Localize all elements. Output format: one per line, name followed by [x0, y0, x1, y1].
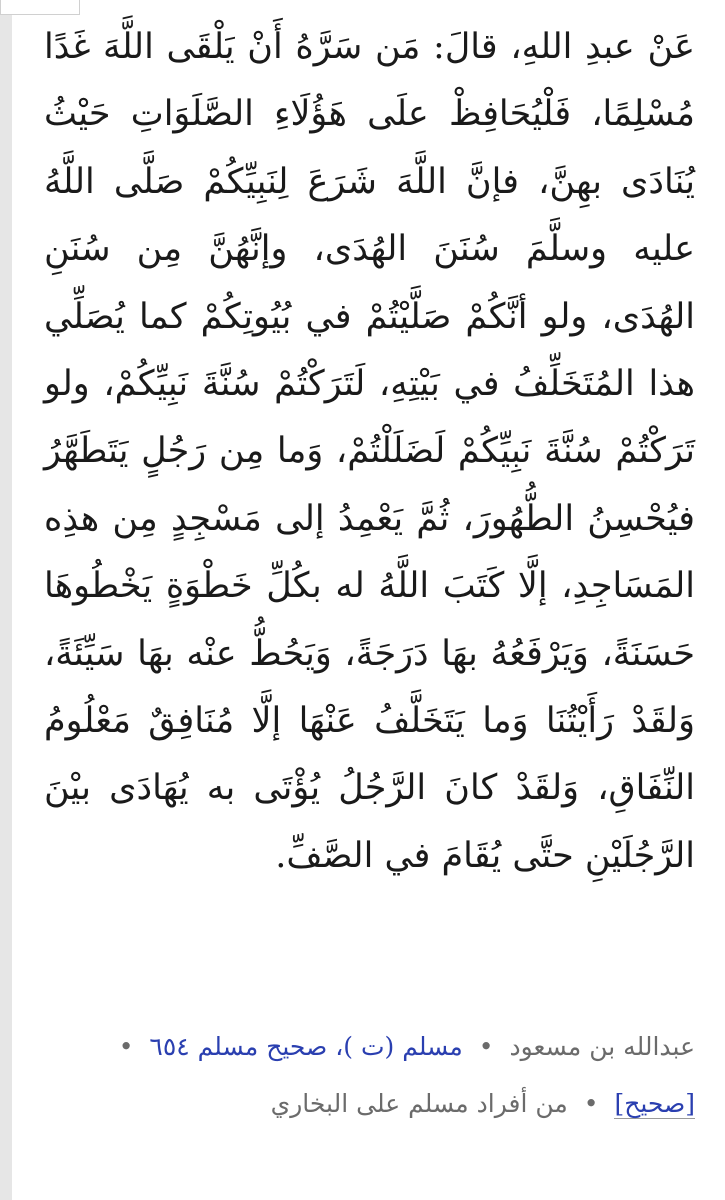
corner-frame — [0, 0, 80, 15]
collection-link[interactable]: مسلم (ت )، صحيح — [266, 1032, 463, 1061]
separator-dot: • — [583, 1089, 599, 1118]
hadith-text: عَنْ عبدِ اللهِ، قالَ: مَن سَرَّهُ أَنْ يَلْقَى اللَّهَ غَدًا مُسْلِمًا، فَلْيُحَافِظْ علَى هَؤُلَاءِ الصَّلَوَاتِ حَيْثُ يُنَادَى بهِنَّ، فإنَّ اللَّهَ شَرَعَ لِنَبِيِّكُمْ صَلَّى اللَّهُ عليه وسلَّمَ سُنَنَ الهُدَى، وإنَّهُنَّ مِن سُنَنِ الهُدَى، ولو أنَّكُمْ صَلَّيْتُمْ في بُيُوتِكُمْ كما يُصَلِّي هذا المُتَخَلِّفُ في بَيْتِهِ، لَتَرَكْتُمْ سُنَّةَ نَبِيِّكُمْ، ولو تَرَكْتُمْ سُنَّةَ نَبِيِّكُمْ لَضَلَلْتُمْ، وَما مِن رَجُلٍ يَتَطَهَّرُ فيُحْسِنُ الطُّهُورَ، ثُمَّ يَعْمِدُ إلى مَسْجِدٍ مِن هذِه المَسَاجِدِ، إلَّا كَتَبَ اللَّهُ له بكُلِّ خَطْوَةٍ يَخْطُوهَا حَسَنَةً، وَيَرْفَعُهُ بهَا دَرَجَةً، وَيَحُطُّ عنْه بهَا سَيِّئَةً، وَلقَدْ رَأَيْتُنَا وَما يَتَخَلَّفُ عَنْهَا إلَّا مُنَافِقٌ مَعْلُومُ النِّفَاقِ، وَلقَدْ كانَ الرَّجُلُ يُؤْتَى به يُهَادَى بيْنَ الرَّجُلَيْنِ حتَّى يُقَامَ في الصَّفِّ. — [44, 27, 695, 876]
narrator-name: عبدالله بن مسعود — [509, 1032, 695, 1061]
book-number-link[interactable]: مسلم ٦٥٤ — [149, 1032, 259, 1061]
separator-dot: • — [478, 1032, 494, 1061]
separator-dot: • — [118, 1032, 134, 1061]
left-edge-bar — [0, 0, 12, 1200]
grade-note: من أفراد مسلم على البخاري — [270, 1089, 568, 1118]
hadith-source — [60, 1018, 695, 1132]
grade-link[interactable]: [صحيح] — [614, 1089, 695, 1118]
